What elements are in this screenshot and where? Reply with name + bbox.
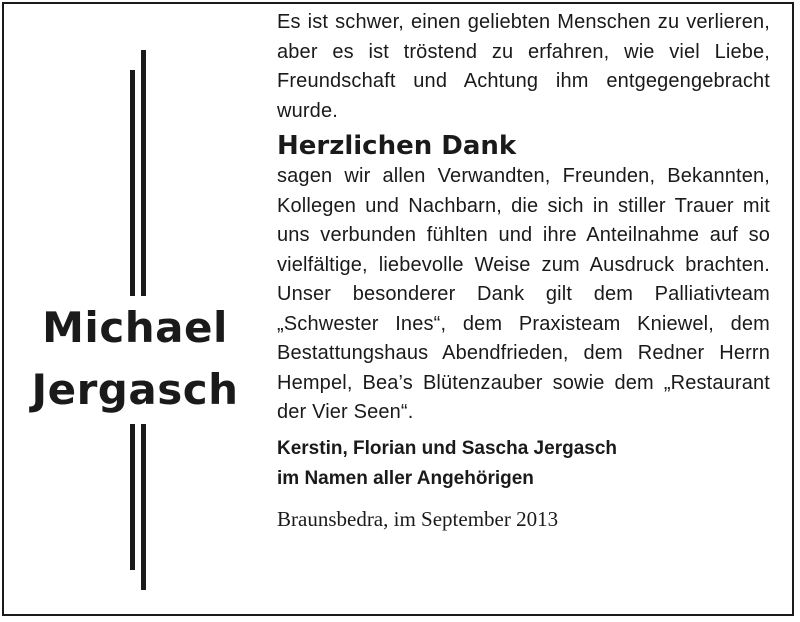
mourning-line-left-bottom <box>130 424 135 570</box>
mourning-line-right-bottom <box>141 424 146 590</box>
signature <box>277 434 770 494</box>
signature-relation: im Namen aller Angehörigen <box>277 467 534 489</box>
intro-paragraph: Es ist schwer, einen geliebten Menschen zu verlieren, aber es ist tröstend zu erfahren, wie viel Liebe, Freundschaft und Achtung ihm entgegengebracht wurde. <box>277 11 770 122</box>
signature-names: Kerstin, Florian und Sascha Jergasch <box>277 437 617 459</box>
mourning-line-right-top <box>141 50 146 296</box>
name-panel <box>0 0 270 618</box>
thanks-heading: Herzlichen Dank <box>277 131 517 161</box>
deceased-first-name: Michael <box>42 303 228 352</box>
thanks-paragraph: sagen wir allen Verwandten, Freunden, Bekannten, Kollegen und Nachbarn, die sich in stiller Trauer mit uns verbunden fühlten und ihre Anteilnahme auf so vielfältige, liebevolle Weise zum Ausdruck brachten. Unser besonderer Dank gilt dem Palliativteam „Schwester Ines“, dem Praxisteam Kniewel, dem Bestattungshaus Abendfrieden, dem Redner Herrn Hempel, Bea’s Blütenzauber sowie dem „Restaurant der Vier Seen“. <box>277 165 770 423</box>
place-and-date: Braunsbedra, im September 2013 <box>277 506 559 531</box>
mourning-line-left-top <box>130 70 135 296</box>
deceased-last-name: Jergasch <box>31 365 239 414</box>
notice-text <box>277 8 770 534</box>
